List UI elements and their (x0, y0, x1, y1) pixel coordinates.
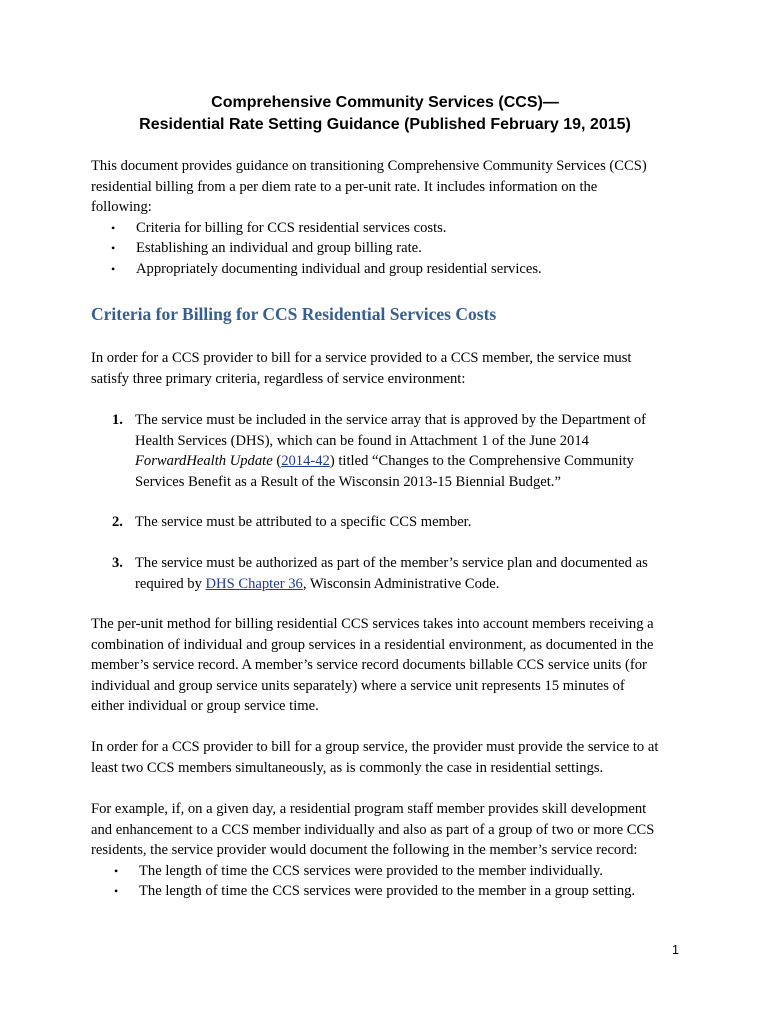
intro-paragraph (91, 156, 691, 279)
criterion-text: required by (135, 575, 206, 592)
paragraph-line: In order for a CCS provider to bill for a service provided to a CCS member, the service must (91, 350, 632, 366)
criterion-number: 1. (112, 412, 123, 428)
paragraph-line: least two CCS members simultaneously, as is commonly the case in residential settings. (91, 759, 604, 776)
publication-title: ForwardHealth Update (135, 453, 273, 469)
bullet-icon: • (111, 220, 116, 235)
example-paragraph (91, 799, 691, 902)
criterion-line: Services Benefit as a Result of the Wisconsin 2013-15 Biennial Budget.” (135, 473, 561, 490)
paragraph-line: For example, if, on a given day, a residential program staff member provides skill development (91, 801, 647, 817)
list-item (111, 259, 691, 280)
list-item (114, 861, 691, 882)
criterion-text: , Wisconsin Administrative Code. (302, 575, 500, 592)
criterion-item-3 (112, 553, 695, 594)
paragraph-line: individual and group service units separately) where a service unit represents 15 minutes of (91, 677, 625, 694)
title-line-2: Residential Rate Setting Guidance (Published February 19, 2015) (139, 116, 631, 133)
criterion-number: 2. (112, 514, 123, 530)
paragraph-line: residents, the service provider would document the following in the member’s service record: (91, 842, 638, 858)
example-bullet-list (114, 861, 691, 902)
criterion-text: ( (272, 453, 282, 469)
title-line-1: Comprehensive Community Services (CCS)— (211, 94, 559, 111)
criterion-line: The service must be authorized as part of the member’s service plan and documented as (135, 555, 648, 571)
page-number: 1 (672, 943, 679, 957)
bullet-icon: • (114, 884, 119, 898)
bullet-icon: • (111, 241, 116, 255)
criterion-line (135, 451, 695, 472)
paragraph-line: In order for a CCS provider to bill for a group service, the provider must provide the service to at (91, 739, 659, 755)
paragraph-line: either individual or group service time. (91, 698, 319, 714)
section-heading: Criteria for Billing for CCS Residential Services Costs (91, 304, 497, 324)
bullet-icon: • (111, 261, 116, 276)
document-title (0, 92, 770, 136)
list-item-text: Criteria for billing for CCS residential services costs. (136, 219, 447, 236)
list-item-text: Appropriately documenting individual and group residential services. (136, 260, 542, 277)
criterion-item-1 (112, 410, 695, 492)
paragraph-line: member’s service record. A member’s service record documents billable CCS service units (for (91, 657, 647, 673)
paragraph-line: The per-unit method for billing residential CCS services takes into account members receiving a (91, 616, 654, 632)
list-item-text: Establishing an individual and group billing rate. (136, 240, 422, 256)
intro-bullet-list (111, 218, 691, 280)
bullet-icon: • (114, 863, 119, 878)
per-unit-paragraph (91, 614, 691, 717)
criterion-number: 3. (112, 555, 123, 571)
intro-line: following: (91, 199, 152, 215)
list-item-text: The length of time the CCS services were provided to the member individually. (139, 862, 603, 879)
paragraph-line: combination of individual and group services in a residential environment, as documented in the (91, 636, 654, 653)
intro-line: This document provides guidance on transitioning Comprehensive Community Services (CCS) (91, 158, 647, 174)
criterion-item-2 (112, 512, 695, 533)
dhs-chapter-36-link[interactable]: DHS Chapter 36 (205, 575, 303, 592)
list-item (111, 238, 691, 259)
criterion-text: ) titled “Changes to the Comprehensive Community (329, 453, 634, 469)
list-item-text: The length of time the CCS services were provided to the member in a group setting. (139, 883, 636, 899)
list-item (111, 218, 691, 239)
paragraph-line: satisfy three primary criteria, regardless of service environment: (91, 370, 466, 387)
intro-line: residential billing from a per diem rate to a per-unit rate. It includes information on the (91, 178, 598, 195)
criterion-line: The service must be included in the service array that is approved by the Department of (135, 412, 647, 428)
criterion-line (135, 574, 695, 595)
group-service-paragraph (91, 737, 691, 778)
update-2014-42-link[interactable]: 2014-42 (281, 453, 330, 469)
criterion-line: The service must be attributed to a specific CCS member. (135, 514, 472, 530)
paragraph-line: and enhancement to a CCS member individually and also as part of a group of two or more CCS (91, 821, 655, 838)
criterion-line: Health Services (DHS), which can be found in Attachment 1 of the June 2014 (135, 432, 589, 449)
criteria-intro-paragraph (91, 348, 691, 389)
list-item (114, 881, 691, 902)
